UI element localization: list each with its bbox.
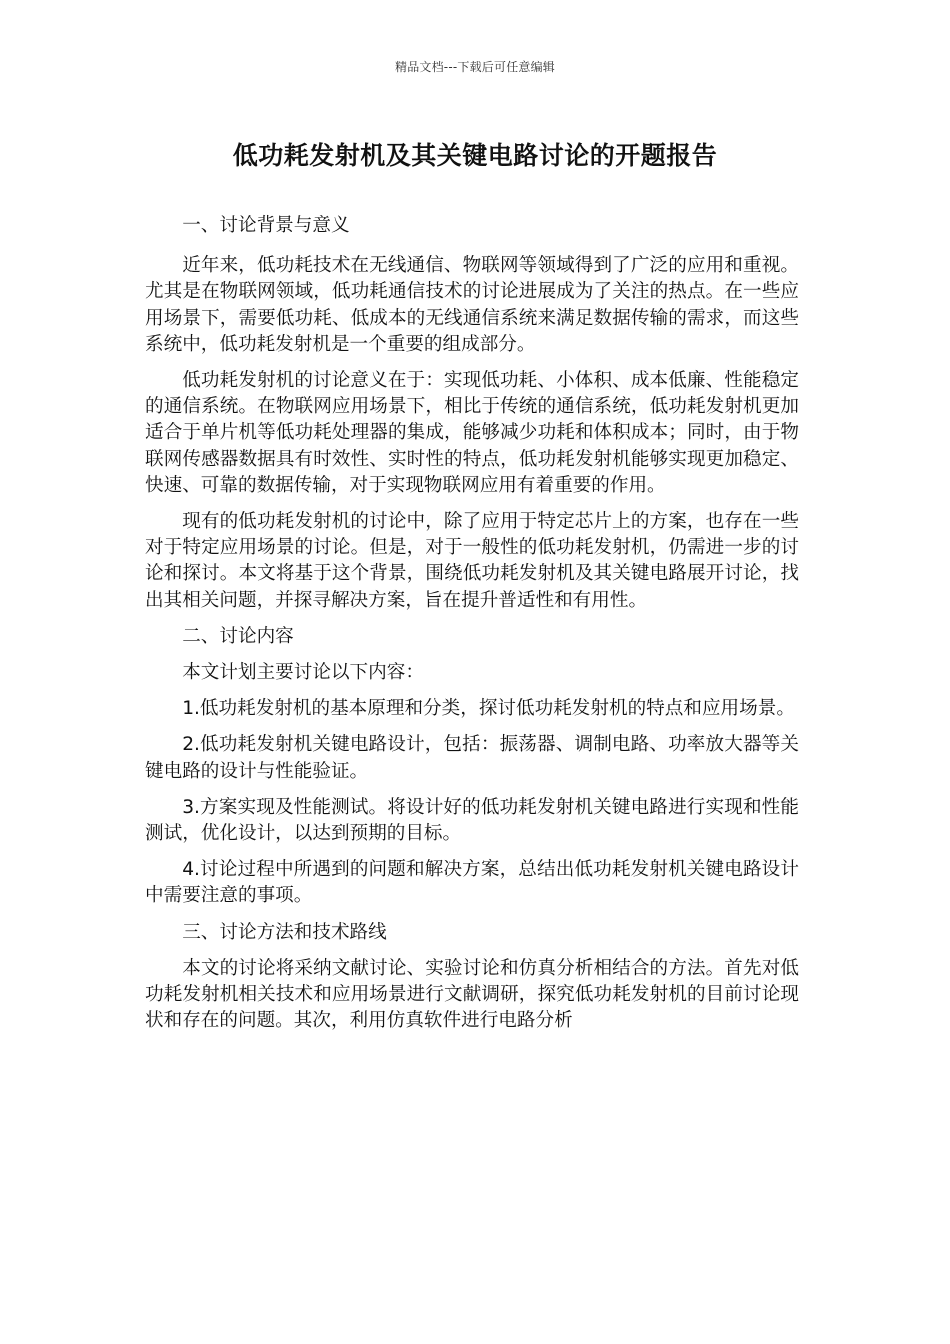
paragraph-background-3: 现有的低功耗发射机的讨论中，除了应用于特定芯片上的方案，也存在一些对于特定应用场景的讨论。但是，对于一般性的低功耗发射机，仍需进一步的讨论和探讨。本文将基于这个背景，围绕低功耗发射机及其关键电路展开讨论，找出其相关问题，并探寻解决方案，旨在提升普适性和有用性。 bbox=[145, 511, 799, 611]
list-item-1: 1.低功耗发射机的基本原理和分类，探讨低功耗发射机的特点和应用场景。 bbox=[182, 698, 795, 720]
list-item-2: 2.低功耗发射机关键电路设计，包括：振荡器、调制电路、功率放大器等关键电路的设计与性能验证。 bbox=[145, 734, 799, 782]
paragraph-content-intro: 本文计划主要讨论以下内容： bbox=[182, 662, 424, 684]
paragraph-method-1: 本文的讨论将采纳文献讨论、实验讨论和仿真分析相结合的方法。首先对低功耗发射机相关技术和应用场景进行文献调研，探究低功耗发射机的目前讨论现状和存在的问题。其次，利用仿真软件进行电路分析 bbox=[145, 957, 799, 1032]
section-heading-method: 三、讨论方法和技术路线 bbox=[182, 921, 387, 943]
paragraph-background-2: 低功耗发射机的讨论意义在于：实现低功耗、小体积、成本低廉、性能稳定的通信系统。在物联网应用场景下，相比于传统的通信系统，低功耗发射机更加适合于单片机等低功耗处理器的集成，能够减少功耗和体积成本；同时，由于物联网传感器数据具有时效性、实时性的特点，低功耗发射机能够实现更加稳定、快速、可靠的数据传输，对于实现物联网应用有着重要的作用。 bbox=[145, 370, 799, 496]
page-header: 精品文档---下载后可任意编辑 bbox=[395, 60, 555, 74]
list-item-3: 3.方案实现及性能测试。将设计好的低功耗发射机关键电路进行实现和性能测试，优化设计，以达到预期的目标。 bbox=[145, 796, 799, 845]
section-heading-content: 二、讨论内容 bbox=[182, 625, 294, 647]
paragraph-background-1: 近年来，低功耗技术在无线通信、物联网等领域得到了广泛的应用和重视。尤其是在物联网领域，低功耗通信技术的讨论进展成为了关注的热点。在一些应用场景下，需要低功耗、低成本的无线通信系统来满足数据传输的需求，而这些系统中，低功耗发射机是一个重要的组成部分。 bbox=[145, 255, 799, 355]
list-item-4: 4.讨论过程中所遇到的问题和解决方案，总结出低功耗发射机关键电路设计中需要注意的事项。 bbox=[145, 859, 799, 907]
section-heading-background: 一、讨论背景与意义 bbox=[182, 215, 350, 236]
document-title: 低功耗发射机及其关键电路讨论的开题报告 bbox=[232, 141, 718, 170]
document-body bbox=[145, 213, 799, 1034]
